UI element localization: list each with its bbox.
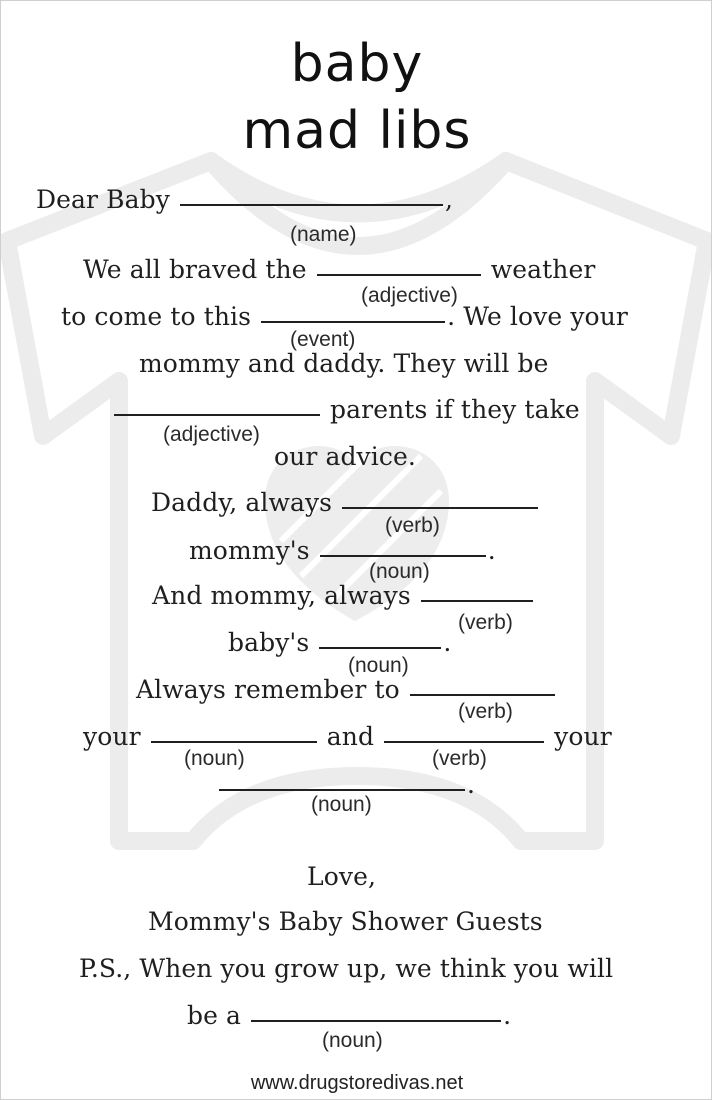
verb-blank-2[interactable]: [421, 600, 533, 602]
story-line-9: [228, 630, 451, 655]
story-line-8: [152, 583, 535, 608]
noun-blank-4[interactable]: [219, 789, 465, 791]
verb-hint-2: (verb): [458, 611, 513, 634]
adjective-blank-2[interactable]: [114, 414, 320, 416]
closing-love: Love,: [307, 862, 377, 891]
story-line-10: [136, 677, 557, 702]
noun-hint-4: (noun): [311, 793, 372, 816]
line8-prefix: And mommy, always: [152, 581, 411, 610]
story-line-5: our advice.: [274, 442, 416, 471]
story-line-2: [61, 304, 628, 329]
line6-prefix: Daddy, always: [151, 488, 333, 517]
noun-hint-3: (noun): [184, 747, 245, 770]
verb-blank-1[interactable]: [342, 507, 538, 509]
verb-hint-1: (verb): [385, 514, 440, 537]
line11-prefix: your: [83, 722, 141, 751]
noun-hint-2: (noun): [348, 654, 409, 677]
title-line-1: baby: [290, 34, 424, 94]
line9-suffix: .: [443, 628, 452, 657]
event-hint: (event): [290, 328, 356, 351]
line7-suffix: .: [487, 536, 496, 565]
website-link[interactable]: www.drugstoredivas.net: [250, 1072, 464, 1094]
line1-suffix: weather: [490, 255, 596, 284]
line1-prefix: We all braved the: [83, 255, 307, 284]
noun-blank-3[interactable]: [151, 741, 317, 743]
closing-be-line: [187, 1003, 511, 1028]
line4-suffix: parents if they take: [330, 395, 580, 424]
verb-blank-4[interactable]: [384, 741, 544, 743]
salutation-comma: ,: [445, 185, 454, 214]
noun-hint-1: (noun): [369, 560, 430, 583]
line10-prefix: Always remember to: [136, 675, 400, 704]
noun-blank-5[interactable]: [251, 1020, 501, 1022]
line2-prefix: to come to this: [61, 302, 252, 331]
line9-prefix: baby's: [228, 628, 310, 657]
title-line-2: mad libs: [242, 101, 472, 161]
closing-signature: Mommy's Baby Shower Guests: [148, 907, 543, 936]
verb-hint-3: (verb): [458, 700, 513, 723]
noun-hint-5: (noun): [322, 1029, 383, 1052]
adjective-hint-1: (adjective): [361, 284, 458, 307]
line12-suffix: .: [467, 770, 476, 799]
noun-blank-2[interactable]: [319, 647, 441, 649]
adjective-hint-2: (adjective): [163, 423, 260, 446]
verb-hint-4: (verb): [432, 747, 487, 770]
event-blank[interactable]: [261, 321, 445, 323]
noun-blank-1[interactable]: [320, 555, 486, 557]
line11-middle: and: [326, 722, 375, 751]
be-suffix: .: [503, 1001, 512, 1030]
story-line-7: [189, 538, 496, 563]
story-line-1: [83, 257, 595, 282]
story-line-4: [112, 397, 580, 422]
name-hint: (name): [290, 223, 357, 246]
story-line-11: [83, 724, 612, 749]
line7-prefix: mommy's: [189, 536, 310, 565]
line11-suffix: your: [554, 722, 612, 751]
salutation-text: Dear Baby: [36, 185, 170, 214]
salutation-line: [36, 187, 453, 212]
adjective-blank-1[interactable]: [317, 274, 481, 276]
ps-line: P.S., When you grow up, we think you will: [79, 954, 614, 983]
line2-suffix: . We love your: [447, 302, 628, 331]
be-prefix: be a: [187, 1001, 242, 1030]
story-line-3: mommy and daddy. They will be: [139, 349, 549, 378]
name-blank[interactable]: [180, 204, 443, 206]
verb-blank-3[interactable]: [410, 694, 555, 696]
story-line-6: [151, 490, 540, 515]
